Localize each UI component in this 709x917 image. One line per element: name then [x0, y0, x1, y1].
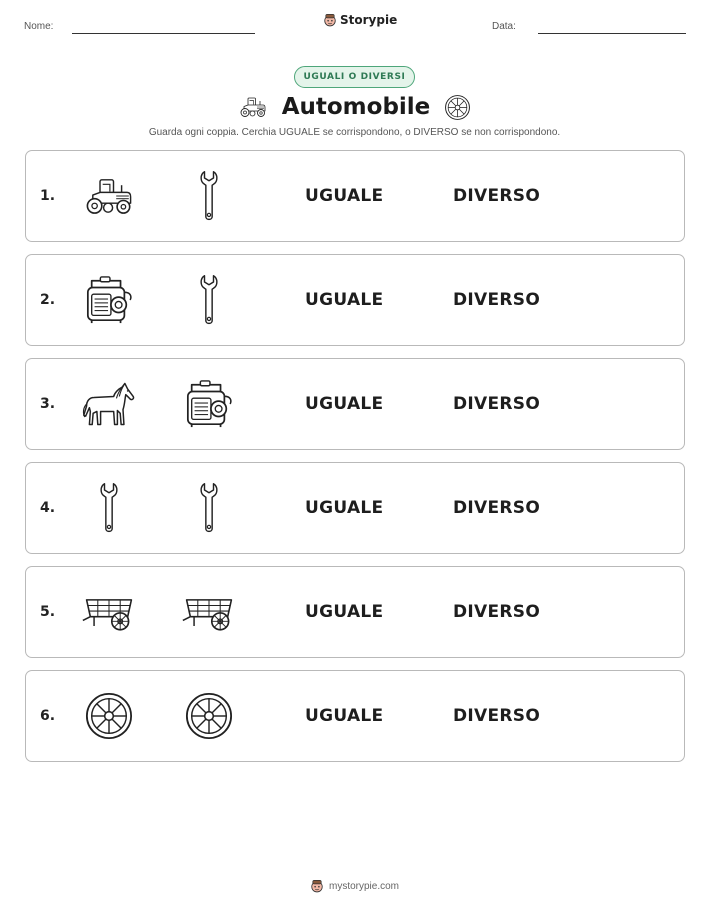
option-uguale[interactable]: UGUALE [305, 290, 384, 310]
question-number: 1. [40, 188, 56, 204]
wrench-icon [81, 482, 137, 534]
option-diverso[interactable]: DIVERSO [453, 186, 541, 206]
horse-icon [81, 378, 137, 430]
option-diverso[interactable]: DIVERSO [453, 498, 541, 518]
brand-logo [323, 13, 397, 27]
question-number: 5. [40, 604, 56, 620]
option-uguale[interactable]: UGUALE [305, 602, 384, 622]
tractor-icon [81, 170, 137, 222]
option-diverso[interactable]: DIVERSO [453, 602, 541, 622]
mascot-icon [323, 13, 337, 27]
mascot-icon [310, 879, 324, 893]
footer [0, 879, 709, 893]
option-diverso[interactable]: DIVERSO [453, 394, 541, 414]
question-row-4 [25, 462, 685, 554]
question-number: 6. [40, 708, 56, 724]
wagon-icon [181, 586, 237, 638]
footer-url[interactable]: mystorypie.com [328, 880, 399, 892]
instructions: Guarda ogni coppia. Cerchia UGUALE se corrispondono, o DIVERSO se non corrispondono. [148, 127, 561, 138]
tractor-icon [238, 96, 268, 118]
question-number: 2. [40, 292, 56, 308]
option-uguale[interactable]: UGUALE [305, 394, 384, 414]
name-line[interactable] [72, 33, 255, 34]
option-uguale[interactable]: UGUALE [305, 186, 384, 206]
question-row-6 [25, 670, 685, 762]
question-number: 4. [40, 500, 56, 516]
date-line[interactable] [538, 33, 686, 34]
wheel-icon [181, 690, 237, 742]
brand-name: Storypie [340, 13, 398, 27]
wrench-icon [181, 482, 237, 534]
option-diverso[interactable]: DIVERSO [453, 706, 541, 726]
title-row [0, 90, 709, 124]
wheel-icon [444, 94, 471, 121]
wagon-icon [81, 586, 137, 638]
question-row-2 [25, 254, 685, 346]
wrench-icon [181, 170, 237, 222]
option-diverso[interactable]: DIVERSO [453, 290, 541, 310]
wrench-icon [181, 274, 237, 326]
engine-icon [81, 274, 137, 326]
date-label: Data: [492, 21, 516, 32]
option-uguale[interactable]: UGUALE [305, 706, 384, 726]
name-label: Nome: [24, 21, 54, 32]
activity-badge: UGUALI O DIVERSI [294, 66, 415, 88]
question-row-1 [25, 150, 685, 242]
engine-icon [181, 378, 237, 430]
wheel-icon [81, 690, 137, 742]
question-number: 3. [40, 396, 56, 412]
option-uguale[interactable]: UGUALE [305, 498, 384, 518]
page-title: Automobile [281, 94, 431, 120]
question-row-3 [25, 358, 685, 450]
question-row-5 [25, 566, 685, 658]
